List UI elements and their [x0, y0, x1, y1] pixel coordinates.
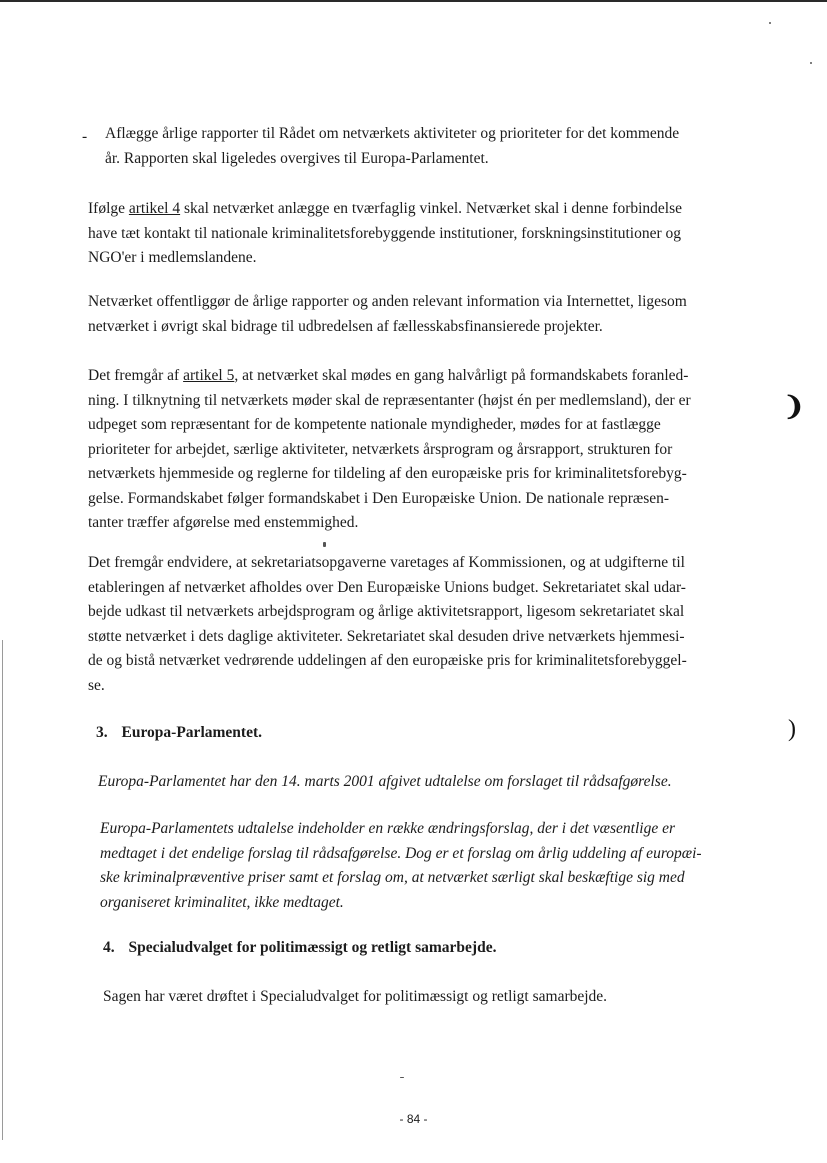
paragraph-ep-opinion — [98, 770, 758, 795]
text-line: netværkets hjemmeside og reglerne for tildeling af den europæiske pris for kriminalitetsforebyg- — [88, 465, 687, 482]
scan-top-border — [0, 0, 827, 2]
text-line: Det fremgår af artikel 5, at netværket skal mødes en gang halvårligt på formandskabets foranled- — [88, 367, 689, 384]
text-line: støtte netværket i dets daglige aktiviteter. Sekretariatet skal desuden drive netværkets hjemmesi- — [88, 627, 685, 645]
text-line: organiseret kriminalitet, ikke medtaget. — [100, 893, 344, 911]
section-3-heading — [96, 724, 262, 742]
text-line: Sagen har været drøftet i Specialudvalget for politimæssigt og retligt samarbejde. — [103, 988, 608, 1005]
article-5-reference: artikel 5 — [183, 367, 235, 384]
scan-speck — [769, 22, 771, 24]
text-line: Europa-Parlamentet har den 14. marts 2001 afgivet udtalelse om forslaget til rådsafgørelse. — [98, 773, 672, 790]
text-line: Det fremgår endvidere, at sekretariatsopgaverne varetages af Kommissionen, og at udgifterne til — [88, 554, 685, 571]
text-line: ske kriminalpræventive priser samt et forslag om, at netværket særligt skal beskæftige sig med — [100, 869, 685, 886]
scan-speck — [810, 62, 812, 64]
text-line: Europa-Parlamentets udtalelse indeholder en række ændringsforslag, der i det væsentlige er — [100, 820, 675, 837]
text-line: gelse. Formandskabet følger formandskabet i Den Europæiske Union. De nationale repræsen- — [88, 489, 670, 507]
text-line: bejde udkast til netværkets arbejdsprogram og årlige aktivitetsrapport, ligesom sekretariatet skal — [88, 603, 685, 620]
text-line: Ifølge artikel 4 skal netværket anlægge en tværfaglig vinkel. Netværket skal i denne forbindelse — [88, 200, 683, 217]
scan-speck — [400, 1077, 404, 1078]
paragraph-article-4 — [88, 197, 748, 271]
scan-speck — [323, 542, 326, 547]
section-title: Europa-Parlamentet. — [121, 724, 262, 741]
section-title: Specialudvalget for politimæssigt og retligt samarbejde. — [128, 939, 497, 956]
text-line: netværket i øvrigt skal bidrage til udbredelsen af fællesskabsfinansierede projekter. — [88, 317, 603, 335]
text-line: prioriteter for arbejdet, særlige aktiviteter, netværkets årsprogram og årsrapport, strukturen for — [88, 440, 673, 458]
scan-artifact-mark: ) — [788, 716, 796, 742]
article-4-reference: artikel 4 — [128, 200, 181, 217]
text-line: tanter træffer afgørelse med enstemmighed. — [88, 514, 359, 531]
bullet-item — [105, 122, 755, 171]
bullet-dash: - — [82, 128, 88, 145]
text-line: etableringen af netværket afholdes over Den Europæiske Unions budget. Sekretariatet skal udar- — [88, 578, 686, 596]
text-line: ning. I tilknytning til netværkets møder skal de repræsentanter (højst én per medlemsland), der er — [88, 391, 691, 409]
text-line: Netværket offentliggør de årlige rapporter og anden relevant information via Internettet, ligesom — [88, 293, 687, 310]
text-line: Aflægge årlige rapporter til Rådet om netværkets aktiviteter og prioriteter for det kommende — [105, 125, 680, 142]
text-line: år. Rapporten skal ligeledes overgives til Europa-Parlamentet. — [105, 149, 489, 167]
text-line: have tæt kontakt til nationale kriminalitetsforebyggende institutioner, forskningsinstitutioner og — [88, 224, 682, 242]
text-line: se. — [88, 676, 105, 694]
paragraph-ep-amendments — [100, 817, 760, 915]
text-line: medtaget i det endelige forslag til rådsafgørelse. Dog er et forslag om årlig uddeling af europæi- — [100, 844, 702, 862]
text-line: NGO'er i medlemslandene. — [88, 249, 257, 266]
text-line: udpeget som repræsentant for de kompetente nationale myndigheder, mødes for at fastlægge — [88, 416, 661, 433]
scan-artifact-mark: ❩ — [783, 392, 805, 421]
paragraph-publication — [88, 290, 748, 339]
page-number: - 84 - — [399, 1112, 428, 1126]
scan-left-edge — [2, 640, 3, 1140]
text-line: de og bistå netværket vedrørende uddelingen af den europæiske pris for kriminalitetsforebyggel- — [88, 652, 687, 669]
paragraph-secretariat — [88, 551, 748, 698]
section-number: 4. — [103, 939, 115, 956]
section-4-heading — [103, 939, 496, 957]
section-number: 3. — [96, 724, 108, 741]
paragraph-committee — [103, 985, 763, 1010]
paragraph-article-5 — [88, 364, 748, 536]
